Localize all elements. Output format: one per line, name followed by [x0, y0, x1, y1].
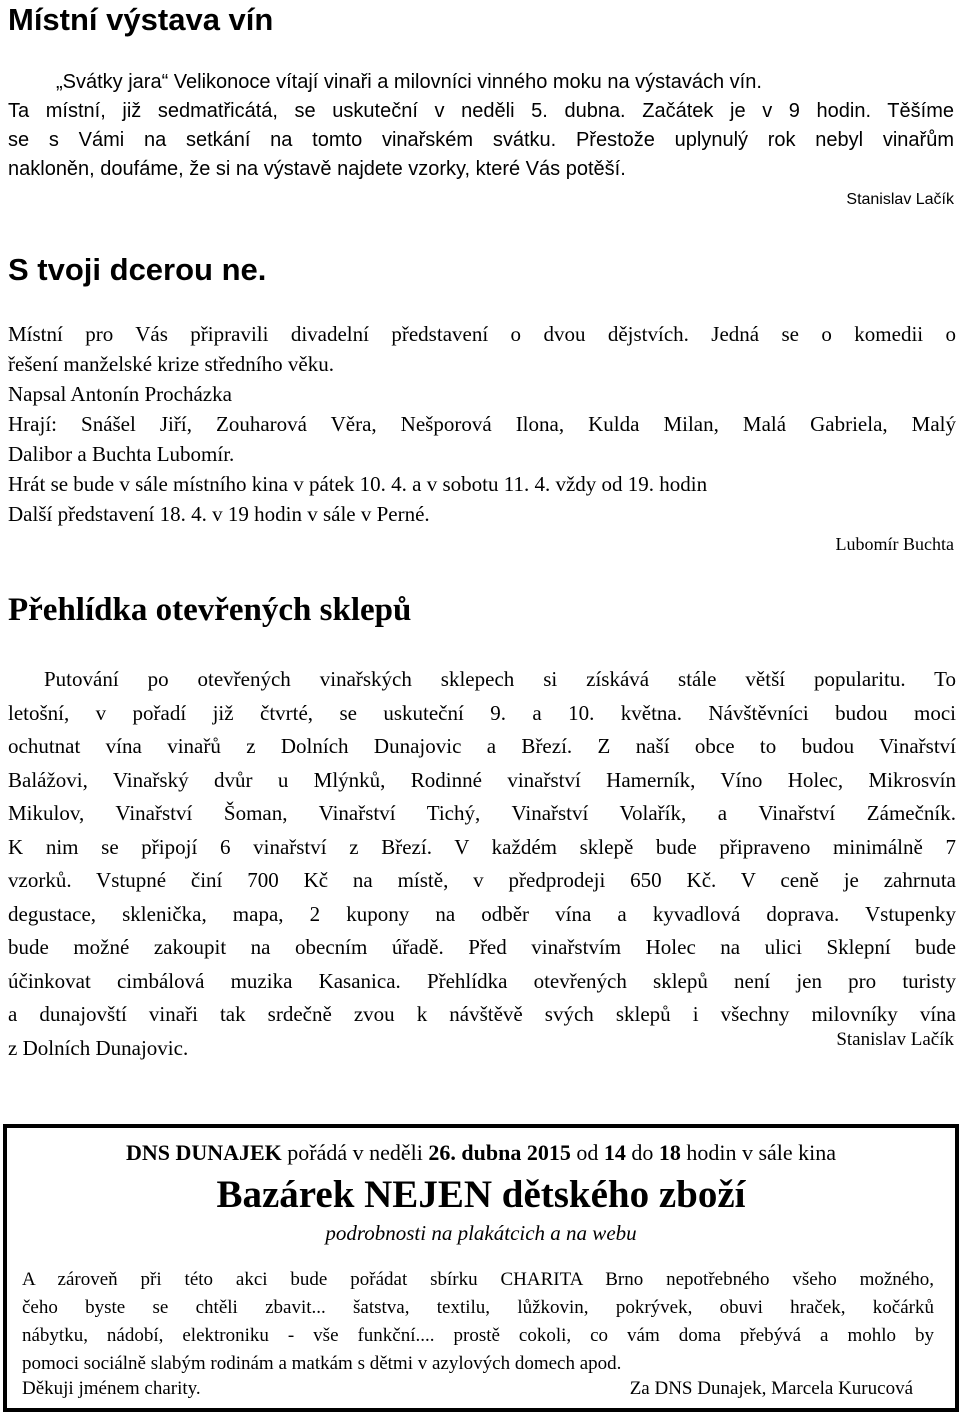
section-title-theatre: S tvoji dcerou ne. [8, 252, 267, 287]
paragraph-line: bude možné zakoupit na obecním úřadě. Před vinařstvím Holec na ulici Sklepní bude [8, 935, 956, 959]
event-date: 26. dubna 2015 [428, 1140, 571, 1165]
paragraph-line: nábytku, nádobí, elektroniku - vše funkční.... prostě cokoli, co vám doma přebývá a mohlo by [22, 1325, 934, 1346]
paragraph-line: Napsal Antonín Procházka [8, 382, 232, 406]
signature-lubomir-buchta: Lubomír Buchta [835, 534, 954, 554]
signature-stanislav-lacik-2: Stanislav Lačík [836, 1029, 954, 1050]
text-span: hodin v sále kina [680, 1140, 837, 1165]
paragraph-line: Mikulov, Vinařství Šoman, Vinařství Tichý, Vinařství Volařík, a Vinařství Zámečník. [8, 801, 956, 825]
theatre-paragraph [8, 319, 956, 529]
bazaar-announcement-box [3, 1124, 959, 1412]
signature-marcela-kurucova: Za DNS Dunajek, Marcela Kurucová [629, 1378, 913, 1399]
bazaar-date-line [7, 1140, 955, 1166]
paragraph-line: letošní, v pořadí již čtvrté, se uskuteční 9. a 10. května. Návštěvníci budou moci [8, 700, 956, 725]
paragraph-line: se s Vámi na setkání na tomto vinařském svátku. Přestože uplynulý rok nebyl vinařům [8, 129, 954, 151]
paragraph-line: Ta místní, již sedmatřicátá, se uskuteční v neděli 5. dubna. Začátek je v 9 hodin. Těšíme [8, 100, 954, 122]
open-cellars-paragraph [8, 663, 956, 1065]
charity-paragraph [22, 1266, 934, 1378]
paragraph-line: Balážovi, Vinařský dvůr u Mlýnků, Rodinné vinařství Hamerník, Víno Holec, Mikrosvín [8, 767, 956, 792]
text-span: pořádá v neděli [281, 1140, 429, 1165]
paragraph-line: Hrát se bude v sále místního kina v pátek 10. 4. a v sobotu 11. 4. vždy od 19. hodin [8, 472, 708, 496]
start-hour: 14 [603, 1140, 626, 1165]
wine-exhibition-paragraph [8, 68, 954, 184]
paragraph-line: účinkovat cimbálová muzika Kasanica. Přehlídka otevřených sklepů není jen pro turisty [8, 968, 956, 993]
paragraph-line: řešení manželské krize středního věku. [8, 352, 334, 376]
paragraph-line: nakloněn, doufáme, že si na výstavě najdete vzorky, které Vás potěší. [8, 158, 626, 180]
paragraph-line: z Dolních Dunajovic. [8, 1035, 189, 1060]
paragraph-line: ochutnat vína vinařů z Dolních Dunajovic a Březí. Z naší obce to budou Vinařství [8, 734, 956, 758]
end-hour: 18 [658, 1140, 681, 1165]
paragraph-line: Další představení 18. 4. v 19 hodin v sále v Perné. [8, 502, 430, 526]
signature-stanislav-lacik-1: Stanislav Lačík [846, 191, 954, 208]
bazaar-title: Bazárek NEJEN dětského zboží [216, 1173, 746, 1216]
paragraph-line: degustace, sklenička, mapa, 2 kupony na odběr vína a kyvadlová doprava. Vstupenky [8, 901, 956, 926]
text-span: od [570, 1140, 604, 1165]
paragraph-line: vzorků. Vstupné činí 700 Kč na místě, v předprodeji 650 Kč. V ceně je zahrnuta [8, 868, 956, 892]
paragraph-line: čeho byste se chtěli zbavit... šatstva, textilu, lůžkovin, pokrývek, obuvi hraček, kočárků [22, 1297, 934, 1318]
paragraph-line: Místní pro Vás připravili divadelní představení o dvou dějstvích. Jedná se o komedii o [8, 322, 956, 346]
section-title-open-cellars: Přehlídka otevřených sklepů [8, 592, 412, 628]
charity-thanks: Děkuji jménem charity. [22, 1378, 201, 1399]
text-span: do [625, 1140, 659, 1165]
paragraph-line: Hrají: Snášel Jiří, Zouharová Věra, Nešporová Ilona, Kulda Milan, Malá Gabriela, Malý [8, 412, 956, 436]
organizer-name: DNS DUNAJEK [125, 1140, 282, 1165]
section-title-wine-exhibition: Místní výstava vín [8, 2, 274, 37]
paragraph-line: Dalibor a Buchta Lubomír. [8, 442, 235, 466]
paragraph-line: K nim se připojí 6 vinařství z Březí. V každém sklepě bude připraveno minimálně 7 [8, 834, 956, 859]
bazaar-subtitle: podrobnosti na plakátcich a na webu [325, 1221, 637, 1245]
paragraph-line: A zároveň při této akci bude pořádat sbírku CHARITA Brno nepotřebného všeho možného, [22, 1269, 934, 1290]
paragraph-line: a dunajovští vinaři tak srdečně zvou k návštěvě svých sklepů i všechny milovníky vína [8, 1002, 956, 1026]
paragraph-line: „Svátky jara“ Velikonoce vítají vinaři a milovníci vinného moku na výstavách vín. [56, 71, 762, 93]
paragraph-line: Putování po otevřených vinařských sklepech si získává stále větší popularitu. To [44, 667, 956, 691]
paragraph-line: pomoci sociálně slabým rodinám a matkám s dětmi v azylových domech apod. [22, 1353, 622, 1374]
